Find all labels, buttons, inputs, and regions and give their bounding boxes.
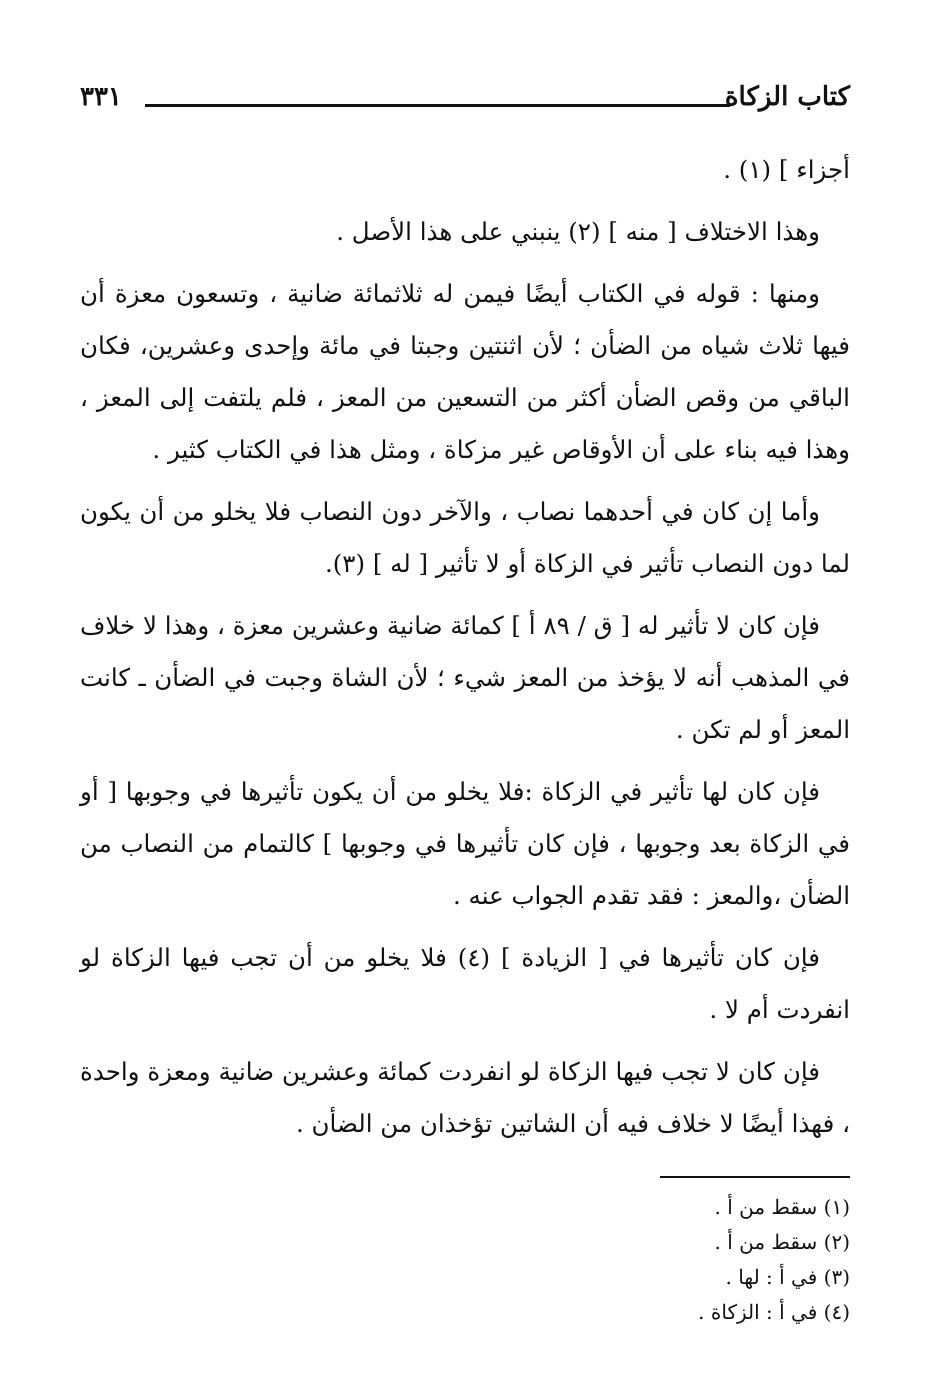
paragraph: فإن كان لا تأثير له [ ق / ٨٩ أ ] كمائة ضانية وعشرين معزة ، وهذا لا خلاف في المذهب أنه لا يؤخذ من المعز شيء ؛ لأن الشاة وجبت في الضأن ـ كانت المعز أو لم تكن . <box>80 611 850 744</box>
paragraph: فإن كان تأثيرها في [ الزيادة ] (٤) فلا يخلو من أن تجب فيها الزكاة لو انفردت أم لا . <box>80 943 850 1024</box>
footnote: (٣) في أ : لها . <box>725 1265 850 1289</box>
footnote: (٤) في أ : الزكاة . <box>698 1300 850 1324</box>
footnote: (١) سقط من أ . <box>714 1195 850 1219</box>
paragraph: أجزاء ] (١) . <box>723 155 850 184</box>
paragraph: وأما إن كان في أحدهما نصاب ، والآخر دون النصاب فلا يخلو من أن يكون لما دون النصاب تأثير في الزكاة أو لا تأثير [ له ] (٣). <box>80 497 850 578</box>
footnotes <box>80 1190 850 1330</box>
body-text <box>80 144 850 1150</box>
paragraph: وهذا الاختلاف [ منه ] (٢) ينبني على هذا الأصل . <box>336 217 820 246</box>
header-rule <box>145 104 730 107</box>
paragraph: فإن كان لا تجب فيها الزكاة لو انفردت كمائة وعشرين ضانية ومعزة واحدة ، فهذا أيضًا لا خلاف فيه أن الشاتين تؤخذان من الضأن . <box>80 1057 850 1138</box>
page-header <box>80 80 850 120</box>
footnote-rule <box>660 1176 850 1178</box>
footnote: (٢) سقط من أ . <box>714 1230 850 1254</box>
book-page <box>80 80 850 1324</box>
paragraph: فإن كان لها تأثير في الزكاة :فلا يخلو من أن يكون تأثيرها في وجوبها [ أو في الزكاة بعد وجوبها ، فإن كان تأثيرها في وجوبها ] كالتمام من النصاب من الضأن ،والمعز : فقد تقدم الجواب عنه . <box>80 777 850 910</box>
paragraph: ومنها : قوله في الكتاب أيضًا فيمن له ثلاثمائة ضانية ، وتسعون معزة أن فيها ثلاث شياه من الضأن ؛ لأن اثنتين وجبتا في مائة وإحدى وعشرين، فكان الباقي من وقص الضأن أكثر من التسعين من المعز ، فلم يلتفت إلى المعز ، وهذا فيه بناء على أن الأوقاص غير مزكاة ، ومثل هذا في الكتاب كثير . <box>80 279 850 464</box>
page-number: ٣٣١ <box>80 82 122 112</box>
running-title: كتاب الزكاة <box>724 82 850 112</box>
